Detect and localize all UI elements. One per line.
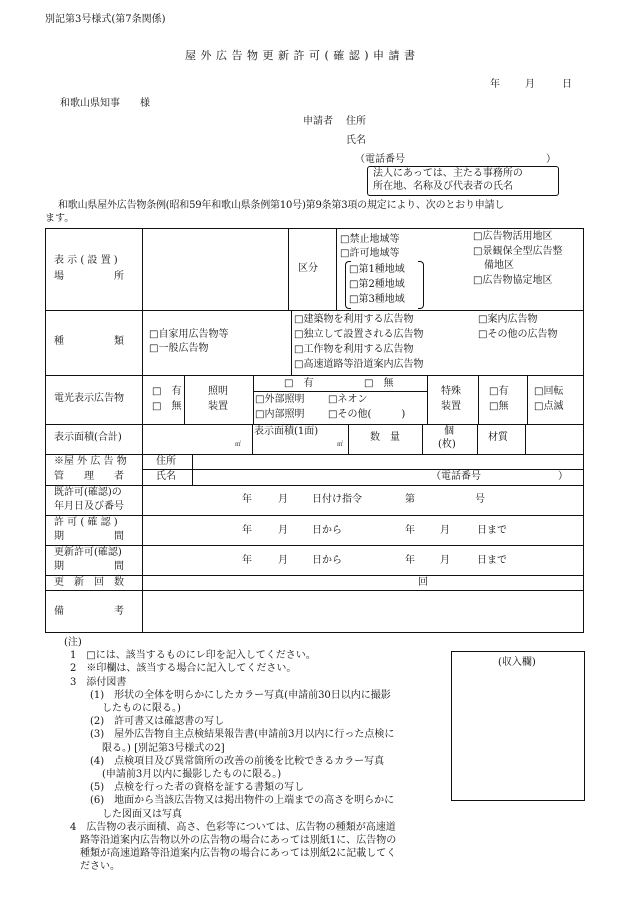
total-area-label: 表示面積(合計) (54, 432, 122, 443)
manager-address-label: 住所 (156, 456, 176, 467)
prev-permit-label-2: 年月日及び番号 (54, 501, 124, 512)
location-label-1: 表 示 ( 設 置 ) (54, 255, 118, 266)
manager-label-2: 管 理 者 (54, 471, 124, 482)
renew-y2: 年 (405, 555, 415, 566)
prev-year: 年 (242, 494, 252, 505)
period-y2: 年 (405, 525, 415, 536)
other-lighting-checkbox[interactable]: □その他( ) (328, 409, 406, 420)
prev-day-ref: 日付け指令 (312, 494, 362, 505)
total-area-unit: ㎡ (235, 441, 242, 448)
note-3-2: (2) 許可書又は確認書の写し (90, 716, 225, 728)
renew-m1: 月 (278, 555, 288, 566)
electric-label: 電光表示広告物 (54, 393, 124, 404)
note-3-1b: したものに限る。) (102, 703, 181, 715)
manager-name-label: 氏名 (156, 471, 176, 482)
prohibited-checkbox[interactable]: □禁止地域等 (340, 234, 400, 245)
renew-count-unit: 回 (418, 577, 428, 588)
note-3-6b: した図面又は写真 (102, 808, 182, 820)
structure-checkbox[interactable]: □工作物を利用する広告物 (294, 344, 414, 355)
landscape-checkbox[interactable]: □景観保全型広告整 (473, 246, 563, 257)
renew-y1: 年 (242, 555, 252, 566)
self-use-checkbox[interactable]: □自家用広告物等 (149, 329, 229, 340)
renew-until: 日まで (477, 555, 507, 566)
manager-phone-close: ） (558, 471, 568, 482)
zone3-checkbox[interactable]: □第3種地域 (349, 294, 405, 305)
phone-open: （電話番号 (355, 154, 405, 165)
note-3: 3 添付図書 (70, 676, 127, 688)
notes-heading: (注) (64, 637, 82, 648)
light-yes-checkbox[interactable]: □ 有 (284, 378, 314, 389)
highway-checkbox[interactable]: □高速道路等沿道案内広告物 (294, 359, 424, 370)
note-1: 1 □には、該当するものにレ印を記入してください。 (70, 650, 316, 662)
special-yes-checkbox[interactable]: □有 (489, 386, 509, 397)
light-no-checkbox[interactable]: □ 無 (364, 378, 394, 389)
addressee: 和歌山県知事 様 (60, 98, 150, 109)
pieces-label-2: (枚) (438, 439, 456, 450)
lighting-label-1: 照明 (208, 386, 228, 397)
note-3-6a: (6) 地面から当該広告物又は掲出物件の上端までの高さを明らかに (90, 795, 395, 807)
building-checkbox[interactable]: □建築物を利用する広告物 (294, 314, 414, 325)
agreement-checkbox[interactable]: □広告物協定地区 (473, 275, 553, 286)
lighting-label-2: 装置 (208, 401, 228, 412)
zone2-checkbox[interactable]: □第2種地域 (349, 279, 405, 290)
special-no-checkbox[interactable]: □無 (489, 401, 509, 412)
period-m2: 月 (440, 525, 450, 536)
intro-line2: ます。 (45, 213, 75, 224)
utilization-checkbox[interactable]: □広告物活用地区 (473, 231, 553, 242)
note-3-3b: 限る。) [別記第3号様式の2] (102, 742, 225, 754)
renew-period-label-1: 更新許可(確認) (54, 547, 122, 558)
pieces-label-1: 個 (444, 426, 454, 437)
name-label: 氏名 (346, 135, 366, 146)
prev-go: 号 (475, 494, 485, 505)
notes (58, 636, 396, 874)
period-label-2: 期 間 (54, 531, 124, 542)
note-3-3a: (3) 屋外広告物自主点検結果報告書(申請前3月以内に行った点検に (90, 729, 395, 741)
note-3-4b: (申請前3月以内に撮影したものに限る。) (102, 769, 282, 781)
corp-note-line1: 法人にあっては、主たる事務所の (373, 168, 523, 179)
receipt-label: (収入欄) (498, 657, 536, 668)
date-month: 月 (525, 79, 535, 90)
other-kind-checkbox[interactable]: □その他の広告物 (478, 329, 558, 340)
kind-label: 種 類 (54, 336, 124, 347)
note-4b: 路等沿道案内広告物以外の広告物の場合にあっては別紙1に、広告物の (80, 835, 397, 847)
renew-from: 日から (312, 555, 342, 566)
applicant-label: 申請者 (303, 116, 333, 127)
period-label-1: 許 可 ( 確 認 ) (54, 517, 118, 528)
corp-note-line2: 所在地、名称及び代表者の氏名 (373, 181, 513, 192)
general-checkbox[interactable]: □一般広告物 (149, 343, 209, 354)
form-number: 別記第3号様式(第7条関係) (45, 14, 166, 25)
period-until: 日まで (477, 525, 507, 536)
note-3-4a: (4) 点検項目及び異常箇所の改善の前後を比較できるカラー写真 (90, 755, 385, 767)
phone-close: ） (546, 154, 556, 165)
date-day: 日 (562, 79, 572, 90)
intro-line1: 和歌山県屋外広告物条例(昭和59年和歌山県条例第10号)第9条第3項の規定により、次のとおり申請し (58, 200, 505, 211)
note-4a: 4 広告物の表示面積、高さ、色彩等については、広告物の種類が高速道 (70, 821, 396, 833)
special-label-2: 装置 (441, 401, 461, 412)
date-year: 年 (490, 79, 500, 90)
prev-permit-label-1: 既許可(確認)の (54, 487, 122, 498)
one-side-area-label: 表示面積(1面) (254, 426, 319, 437)
location-label-2: 場 所 (54, 271, 124, 282)
rotate-checkbox[interactable]: □回転 (534, 386, 564, 397)
neon-checkbox[interactable]: □ネオン (328, 394, 368, 405)
guide-checkbox[interactable]: □案内広告物 (478, 314, 538, 325)
permitted-checkbox[interactable]: □許可地域等 (340, 248, 400, 259)
period-from: 日から (312, 525, 342, 536)
quantity-label: 数 量 (370, 432, 400, 443)
landscape-label-2: 備地区 (484, 260, 514, 271)
renew-count-label: 更 新 回 数 (54, 577, 124, 588)
note-2: 2 ※印欄は、該当する場合に記入してください。 (70, 663, 297, 675)
zone1-checkbox[interactable]: □第1種地域 (349, 264, 405, 275)
note-4c: 種類が高速道路等沿道案内広告物の場合にあっては別紙2に記載してく (80, 848, 397, 860)
remarks-label: 備 考 (54, 606, 124, 617)
electric-no-checkbox[interactable]: □ 無 (152, 401, 182, 412)
renew-m2: 月 (440, 555, 450, 566)
material-label: 材質 (488, 432, 508, 443)
internal-lighting-checkbox[interactable]: □内部照明 (255, 409, 305, 420)
external-lighting-checkbox[interactable]: □外部照明 (255, 394, 305, 405)
page-title: 屋 外 広 告 物 更 新 許 可 ( 確 認 ) 申 請 書 (185, 49, 416, 62)
independent-checkbox[interactable]: □独立して設置される広告物 (294, 329, 424, 340)
period-m1: 月 (278, 525, 288, 536)
receipt-box (451, 651, 585, 801)
prev-dai: 第 (405, 494, 415, 505)
renew-period-label-2: 期 間 (54, 561, 124, 572)
manager-phone-open: （電話番号 (431, 471, 481, 482)
manager-label-1: ※屋 外 広 告 物 (54, 456, 127, 467)
electric-yes-checkbox[interactable]: □ 有 (152, 386, 182, 397)
district-label: 区分 (298, 263, 318, 274)
note-4d: ださい。 (80, 861, 120, 873)
address-label: 住所 (346, 116, 366, 127)
period-y1: 年 (242, 525, 252, 536)
application-form (45, 228, 584, 633)
note-3-5: (5) 点検を行った者の資格を証する書類の写し (90, 782, 305, 794)
prev-month: 月 (278, 494, 288, 505)
note-3-1a: (1) 形状の全体を明らかにしたカラー写真(申請前30日以内に撮影 (90, 689, 391, 701)
blink-checkbox[interactable]: □点滅 (534, 401, 564, 412)
one-side-area-unit: ㎡ (337, 441, 344, 448)
special-label-1: 特殊 (441, 386, 461, 397)
